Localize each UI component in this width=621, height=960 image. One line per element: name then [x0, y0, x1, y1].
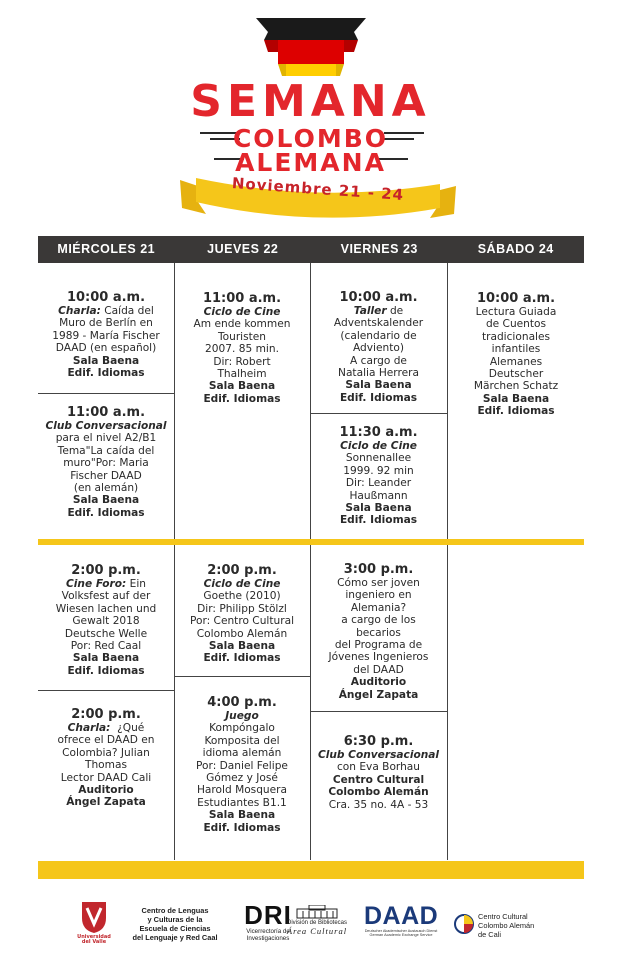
daad-wordmark: DAAD — [364, 902, 439, 930]
column-divider — [447, 545, 448, 860]
event-building: Edif. Idiomas — [67, 664, 145, 677]
day-saturday: SÁBADO 24 — [477, 242, 554, 256]
event-type: Taller — [353, 305, 387, 317]
event-venue: Sala Baena — [345, 379, 412, 392]
event-building: Edif. Idiomas — [203, 652, 281, 665]
event-time: 4:00 p.m. — [207, 695, 277, 710]
event-time: 11:00 a.m. — [202, 291, 282, 306]
logo-text: Colombo Alemán — [478, 921, 535, 930]
event-address: Cra. 35 no. 4A - 53 — [328, 798, 429, 811]
event-card — [312, 734, 445, 811]
event-type: Club Conversacional — [317, 749, 440, 761]
event-card — [40, 563, 172, 677]
event-detail: idioma alemán — [202, 747, 282, 760]
event-detail: tradicionales — [481, 330, 551, 343]
event-detail: Lector DAAD Cali — [60, 771, 152, 784]
row-divider — [310, 711, 447, 712]
event-detail: a cargo de los — [341, 614, 416, 627]
event-building: Edif. Idiomas — [203, 821, 281, 834]
event-venue: Sala Baena — [72, 652, 140, 665]
column-divider — [310, 545, 311, 860]
event-detail: Alemanes — [489, 355, 543, 368]
dri-wordmark: DRI — [244, 900, 292, 930]
event-card — [40, 707, 172, 809]
event-building: Ángel Zapata — [338, 688, 419, 701]
event-type: Charla: — [58, 305, 101, 317]
event-type: Charla: — [67, 722, 111, 734]
library-building-icon — [295, 905, 339, 919]
event-building: Edif. Idiomas — [339, 514, 418, 527]
logo-text: de Cali — [478, 930, 502, 939]
row-divider — [38, 393, 174, 394]
event-detail: Dir: Philipp Stölzl — [197, 602, 287, 615]
event-detail: Thalheim — [217, 368, 267, 381]
event-card — [176, 563, 308, 665]
german-flag-banner — [256, 18, 366, 76]
event-venue: Auditorio — [350, 676, 407, 689]
event-time: 10:00 a.m. — [476, 291, 556, 306]
column-divider — [174, 263, 175, 539]
event-detail: Jóvenes Ingenieros — [328, 651, 429, 664]
footer-separator — [38, 861, 584, 879]
event-type: Cine Foro: — [66, 578, 127, 590]
event-detail: Deutscher — [488, 368, 544, 381]
event-building: Edif. Idiomas — [67, 506, 145, 519]
event-detail: Harold Mosquera — [196, 784, 288, 797]
centro-cultural-icon — [454, 914, 474, 934]
event-time: 6:30 p.m. — [343, 734, 414, 749]
row-divider — [174, 676, 310, 677]
event-detail: Goethe (2010) — [203, 590, 281, 603]
event-type: Ciclo de Cine — [203, 578, 281, 590]
event-dates: Noviembre 21 - 24 — [231, 174, 405, 204]
event-detail: Komposita del — [204, 734, 280, 747]
event-detail: Thomas — [85, 759, 127, 772]
event-detail: (calendario de — [340, 329, 417, 342]
column-divider — [447, 263, 448, 539]
event-time: 3:00 p.m. — [343, 562, 414, 577]
event-card — [312, 425, 445, 527]
event-time: 2:00 p.m. — [207, 563, 277, 578]
event-detail: Adventskalender — [333, 317, 424, 330]
event-building: Ángel Zapata — [66, 796, 146, 809]
event-detail: Por: Centro Cultural — [189, 615, 295, 628]
logo-text: Centro de Lenguas — [141, 906, 209, 915]
event-detail: 2007. 85 min. — [205, 343, 279, 356]
event-type: Ciclo de Cine — [340, 440, 417, 452]
event-venue: Centro Cultural — [332, 773, 425, 786]
day-wednesday: MIÉRCOLES 21 — [57, 242, 156, 256]
row-divider — [38, 690, 174, 691]
event-detail: 1989 - María Fischer — [52, 329, 160, 342]
event-building: Edif. Idiomas — [67, 367, 145, 380]
event-detail: (en alemán) — [73, 482, 139, 495]
event-card — [40, 290, 172, 379]
event-card — [312, 562, 445, 701]
logo-text: y Culturas de la — [147, 915, 203, 924]
event-detail: ingeniero en — [345, 589, 412, 602]
event-type: Club Conversacional — [45, 420, 167, 432]
event-venue: Sala Baena — [345, 502, 412, 515]
event-venue: Sala Baena — [72, 354, 140, 367]
event-detail: Dir: Leander — [345, 477, 412, 490]
event-card — [176, 695, 308, 834]
event-detail: con Eva Borhau — [336, 761, 421, 774]
event-detail: Caída del — [104, 305, 154, 317]
event-detail: de — [389, 305, 404, 317]
event-detail: Por: Daniel Felipe — [196, 759, 288, 772]
event-detail: Sonnenallee — [345, 452, 412, 465]
event-detail: del Programa de — [334, 639, 423, 652]
event-card — [312, 290, 445, 404]
event-detail: ofrece el DAAD en — [57, 734, 155, 747]
event-type: Juego — [225, 710, 259, 722]
event-venue: Sala Baena — [482, 392, 550, 405]
event-detail: Colombo Alemán — [196, 627, 288, 640]
event-detail: Wiesen lachen und — [55, 602, 157, 615]
midday-separator — [38, 539, 584, 545]
event-detail: Adviento) — [353, 342, 404, 355]
event-detail: 1999. 92 min — [343, 464, 414, 477]
event-time: 2:00 p.m. — [71, 563, 141, 578]
logo-text: German Academic Exchange Service — [369, 933, 433, 938]
event-venue: Sala Baena — [208, 640, 276, 653]
event-detail: ¿Qué — [117, 722, 145, 734]
logo-text: División de Bibliotecas — [286, 920, 348, 926]
event-detail: Deutsche Welle — [64, 627, 148, 640]
event-title: SEMANA — [190, 76, 431, 127]
event-detail: Haußmann — [349, 489, 408, 502]
centro-lenguas-logo — [116, 906, 234, 942]
event-card — [449, 291, 583, 418]
event-building: Edif. Idiomas — [203, 392, 281, 405]
day-thursday: JUEVES 22 — [207, 242, 279, 256]
event-building: Edif. Idiomas — [477, 405, 555, 418]
event-detail: Estudiantes B1.1 — [197, 796, 287, 809]
event-venue: Sala Baena — [208, 809, 276, 822]
event-detail: Natalia Herrera — [338, 367, 419, 380]
day-header-bar — [38, 236, 584, 263]
event-detail: Colombia? Julian — [62, 746, 150, 759]
event-detail: Cómo ser joven — [337, 577, 420, 589]
event-detail: del DAAD — [353, 663, 404, 676]
logo-text: Investigaciones — [246, 935, 290, 942]
event-detail: para el nivel A2/B1 — [55, 432, 157, 445]
event-subtitle-alemana: ALEMANA — [235, 148, 386, 177]
event-subtitle-colombo: COLOMBO — [232, 124, 389, 153]
logo-text: Centro Cultural — [478, 912, 528, 921]
event-detail: infantiles — [491, 343, 541, 356]
event-venue: Sala Baena — [208, 380, 276, 393]
event-detail: Dir: Robert — [213, 355, 271, 368]
event-detail: Märchen Schatz — [473, 380, 559, 393]
column-divider — [174, 545, 175, 860]
event-time: 11:30 a.m. — [339, 425, 418, 440]
logo-text: Área Cultural — [286, 926, 348, 936]
event-detail: Por: Red Caal — [70, 640, 142, 653]
event-detail: Fischer DAAD — [70, 469, 142, 482]
column-divider — [310, 263, 311, 539]
event-time: 2:00 p.m. — [71, 707, 141, 722]
event-detail: Kompóngalo — [209, 722, 275, 735]
event-detail: becarios — [356, 626, 401, 639]
logo-text: Deutscher Akademischer Austausch Dienst — [364, 929, 438, 933]
event-detail: Gómez y José — [206, 772, 278, 785]
daad-logo — [364, 903, 438, 938]
event-detail: Ein — [129, 578, 146, 590]
event-time: 10:00 a.m. — [66, 290, 146, 305]
event-detail: Lectura Guiada — [475, 306, 557, 318]
event-detail: muro"Por: Maria — [63, 457, 149, 470]
event-detail: Gewalt 2018 — [72, 615, 140, 628]
event-time: 10:00 a.m. — [339, 290, 418, 305]
event-card — [176, 291, 308, 405]
event-detail: DAAD (en español) — [55, 342, 157, 355]
univalle-name: Universidad del Valle — [77, 934, 111, 945]
row-divider — [310, 413, 447, 414]
event-detail: A cargo de — [350, 354, 407, 367]
event-building: Colombo Alemán — [328, 786, 429, 799]
univalle-logo-icon — [80, 900, 108, 934]
event-time: 11:00 a.m. — [66, 405, 146, 420]
logo-text: Vicerrectoría de — [246, 928, 290, 935]
event-venue: Sala Baena — [72, 494, 140, 507]
event-detail: Touristen — [217, 330, 267, 343]
day-friday: VIERNES 23 — [340, 242, 418, 256]
event-venue: Auditorio — [78, 784, 134, 797]
event-type: Ciclo de Cine — [203, 306, 281, 318]
bibliotecas-logo — [280, 905, 354, 936]
event-detail: Volksfest auf der — [61, 590, 151, 603]
event-detail: Am ende kommen — [193, 318, 291, 331]
event-detail: Muro de Berlín en — [59, 317, 153, 330]
logo-text: del Lenguaje y Red Caal — [132, 933, 218, 942]
logo-text: Escuela de Ciencias — [139, 924, 211, 933]
event-card — [40, 405, 172, 519]
event-detail: de Cuentos — [485, 318, 547, 331]
event-detail: Tema"La caída del — [57, 444, 155, 457]
event-building: Edif. Idiomas — [339, 391, 418, 404]
event-detail: Alemania? — [350, 601, 407, 614]
